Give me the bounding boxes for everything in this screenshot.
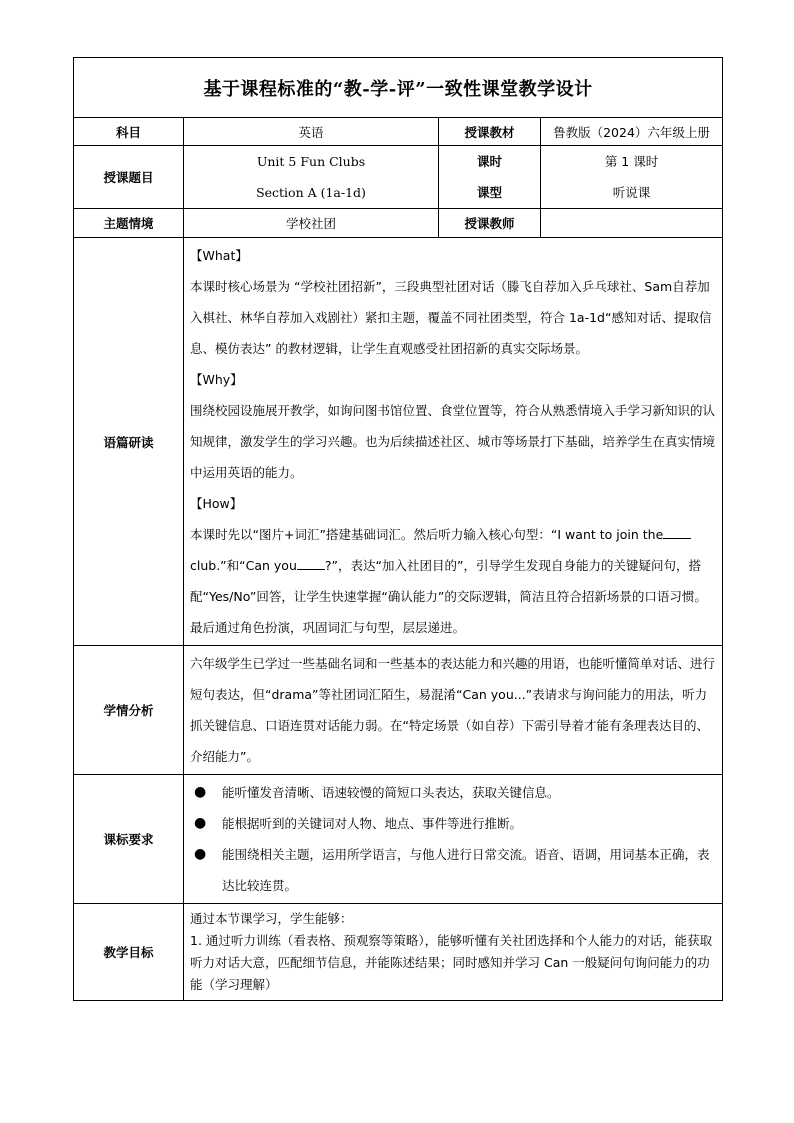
subject-value: 英语 <box>184 118 439 146</box>
list-item <box>190 839 717 901</box>
subject-label: 科目 <box>74 118 184 146</box>
why-heading: 【Why】 <box>190 372 243 387</box>
standards-label: 课标要求 <box>74 775 184 904</box>
learner-analysis-row <box>74 646 723 775</box>
topic-label: 授课题目 <box>74 146 184 209</box>
theme-label: 主题情境 <box>74 209 184 238</box>
bullet-icon: ● <box>194 784 207 800</box>
standard-item-3: 能围绕相关主题，运用所学语言，与他人进行日常交流。语音、语调，用词基本正确，表达比较连贯。 <box>222 847 710 893</box>
how-text <box>190 519 717 643</box>
text-analysis-row <box>74 238 723 646</box>
what-heading: 【What】 <box>190 248 248 263</box>
subject-row <box>74 118 723 146</box>
teacher-label: 授课教师 <box>439 209 541 238</box>
period-type-values <box>541 146 723 209</box>
learner-analysis-label: 学情分析 <box>74 646 184 775</box>
theme-value: 学校社团 <box>184 209 439 238</box>
goals-label: 教学目标 <box>74 904 184 1001</box>
topic-unit: Unit 5 Fun Clubs <box>256 154 366 169</box>
lesson-plan-page <box>73 57 722 1001</box>
topic-value <box>184 146 439 209</box>
how-heading: 【How】 <box>190 496 243 511</box>
material-label: 授课教材 <box>439 118 541 146</box>
fill-blank-line <box>663 526 691 539</box>
goals-content <box>184 904 723 1001</box>
how-text-part3: ?”，表达“加入社团目的”，引导学生发现自身能力的关键疑问句，搭配“Yes/No”回答，让学生快速掌握“确认能力”的交际逻辑，简洁且符合招新场景的口语习惯。最后通过角色扮演，巩固词汇与句型，层层递进。 <box>190 558 707 635</box>
bullet-icon: ● <box>194 815 207 831</box>
standards-list <box>184 775 723 904</box>
period-value: 第 1 课时 <box>604 154 659 169</box>
text-analysis-label: 语篇研读 <box>74 238 184 646</box>
topic-row <box>74 146 723 209</box>
learner-analysis-text: 六年级学生已学过一些基础名词和一些基本的表达能力和兴趣的用语，也能听懂简单对话、进行短句表达，但“drama”等社团词汇陌生，易混淆“Can you...”表请求与询问能力的用法，听力抓关键信息、口语连贯对话能力弱。在“特定场景（如自荐）下需引导着才能有条理表达目的、介绍能力”。 <box>184 646 723 775</box>
topic-section: Section A (1a-1d) <box>256 185 366 200</box>
document-title: 基于课程标准的“教-学-评”一致性课堂教学设计 <box>74 58 723 118</box>
material-value: 鲁教版（2024）六年级上册 <box>541 118 723 146</box>
bullet-icon: ● <box>194 846 207 862</box>
goals-intro: 通过本节课学习，学生能够： <box>190 911 353 926</box>
period-type-labels <box>439 146 541 209</box>
type-value: 听说课 <box>612 185 651 200</box>
fill-blank-line <box>297 557 325 570</box>
theme-row <box>74 209 723 238</box>
text-analysis-content <box>184 238 723 646</box>
what-text: 本课时核心场景为 “学校社团招新”，三段典型社团对话（滕飞自荐加入乒乓球社、Sam自荐加入棋社、林华自荐加入戏剧社）紧扣主题，覆盖不同社团类型，符合 1a-1d“感知对话、提取信息、模仿表达” 的教材逻辑，让学生直观感受社团招新的真实交际场景。 <box>190 279 712 356</box>
how-text-part1: 本课时先以“图片+词汇”搭建基础词汇。然后听力输入核心句型：“I want to join the <box>190 527 664 542</box>
type-label: 课型 <box>476 185 502 200</box>
list-item <box>190 808 717 839</box>
lesson-plan-table <box>73 57 723 1001</box>
period-label: 课时 <box>476 154 502 169</box>
standard-item-2: 能根据听到的关键词对人物、地点、事件等进行推断。 <box>222 816 523 831</box>
how-text-part2: club.”和“Can you <box>190 558 297 573</box>
teacher-value <box>541 209 723 238</box>
goals-row <box>74 904 723 1001</box>
standard-item-1: 能听懂发音清晰、语速较慢的简短口头表达，获取关键信息。 <box>222 785 560 800</box>
standards-row <box>74 775 723 904</box>
why-text: 围绕校园设施展开教学，如询问图书馆位置、食堂位置等，符合从熟悉情境入手学习新知识的认知规律，激发学生的学习兴趣。也为后续描述社区、城市等场景打下基础，培养学生在真实情境中运用英语的能力。 <box>190 403 716 480</box>
list-item <box>190 777 717 808</box>
goal-item-1: 1. 通过听力训练（看表格、预观察等策略），能够听懂有关社团选择和个人能力的对话，能获取听力对话大意，匹配细节信息，并能陈述结果；同时感知并学习 Can 一般疑问句询问能力的功能（学习理解） <box>190 933 713 992</box>
